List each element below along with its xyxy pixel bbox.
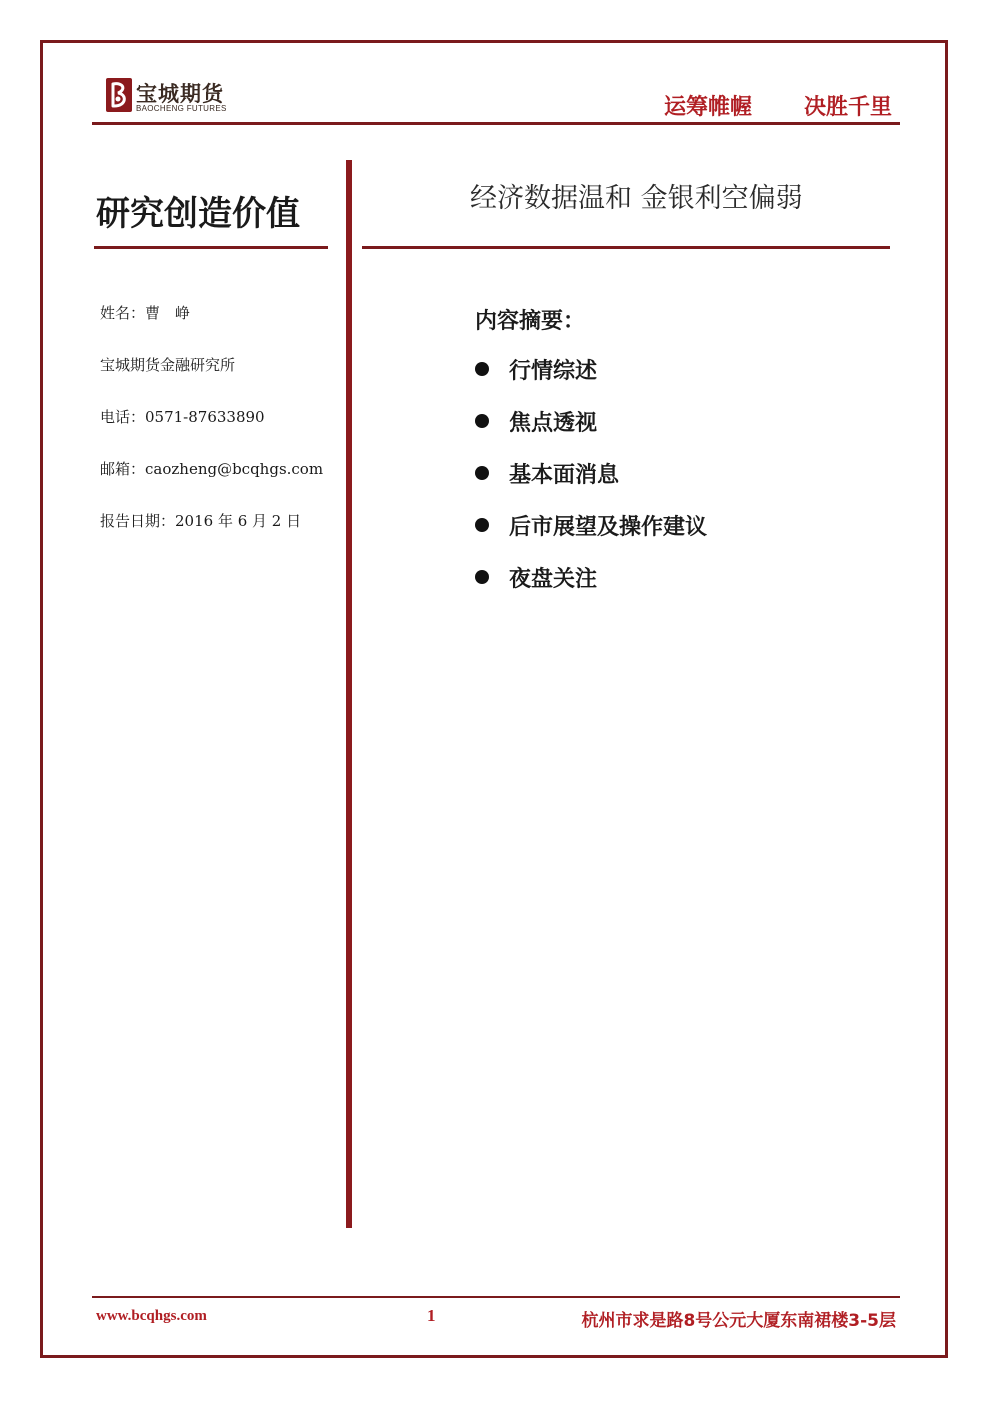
bullet-icon [475, 466, 489, 480]
summary-item-label: 行情综述 [509, 359, 598, 384]
summary-item-label: 后市展望及操作建议 [509, 515, 708, 540]
author-email: 邮箱：caozheng@bcqhgs.com [100, 460, 324, 478]
summary-item [475, 562, 707, 614]
report-title: 经济数据温和 金银利空偏弱 [470, 183, 803, 214]
bullet-icon [475, 414, 489, 428]
baocheng-logo-icon [106, 78, 132, 112]
logo-name-cn: 宝城期货 [136, 81, 224, 106]
slogan-part-2: 决胜千里 [803, 95, 892, 120]
slogan-part-1: 运筹帷幄 [663, 95, 752, 120]
summary-item [475, 510, 707, 562]
bullet-icon [475, 570, 489, 584]
summary-item [475, 354, 707, 406]
summary-list [475, 354, 707, 614]
page-number: 1 [427, 1306, 436, 1325]
header-divider [92, 122, 900, 125]
footer-address: 杭州市求是路8号公元大厦东南裙楼3-5层 [581, 1311, 896, 1331]
footer-website-link[interactable]: www.bcqhgs.com [96, 1308, 207, 1324]
company-logo [106, 78, 246, 118]
summary-item-label: 基本面消息 [509, 463, 620, 488]
author-phone: 电话：0571-87633890 [100, 408, 265, 426]
summary-item-label: 焦点透视 [509, 411, 598, 436]
bullet-icon [475, 518, 489, 532]
summary-item [475, 458, 707, 510]
title-divider [362, 246, 890, 249]
column-divider [346, 160, 352, 1228]
summary-item-label: 夜盘关注 [509, 567, 598, 592]
summary-item [475, 406, 707, 458]
page-border [40, 40, 948, 1358]
left-divider [94, 246, 328, 249]
footer-divider [92, 1296, 900, 1298]
author-institute: 宝城期货金融研究所 [100, 356, 236, 374]
author-name: 姓名：曹 峥 [100, 304, 191, 322]
tagline: 研究创造价值 [96, 194, 300, 234]
logo-name-en: BAOCHENG FUTURES [136, 104, 227, 113]
summary-heading: 内容摘要： [475, 309, 586, 334]
author-info [100, 302, 323, 562]
header-slogan [664, 90, 892, 121]
report-date: 报告日期：2016 年 6 月 2 日 [100, 512, 302, 530]
bullet-icon [475, 362, 489, 376]
